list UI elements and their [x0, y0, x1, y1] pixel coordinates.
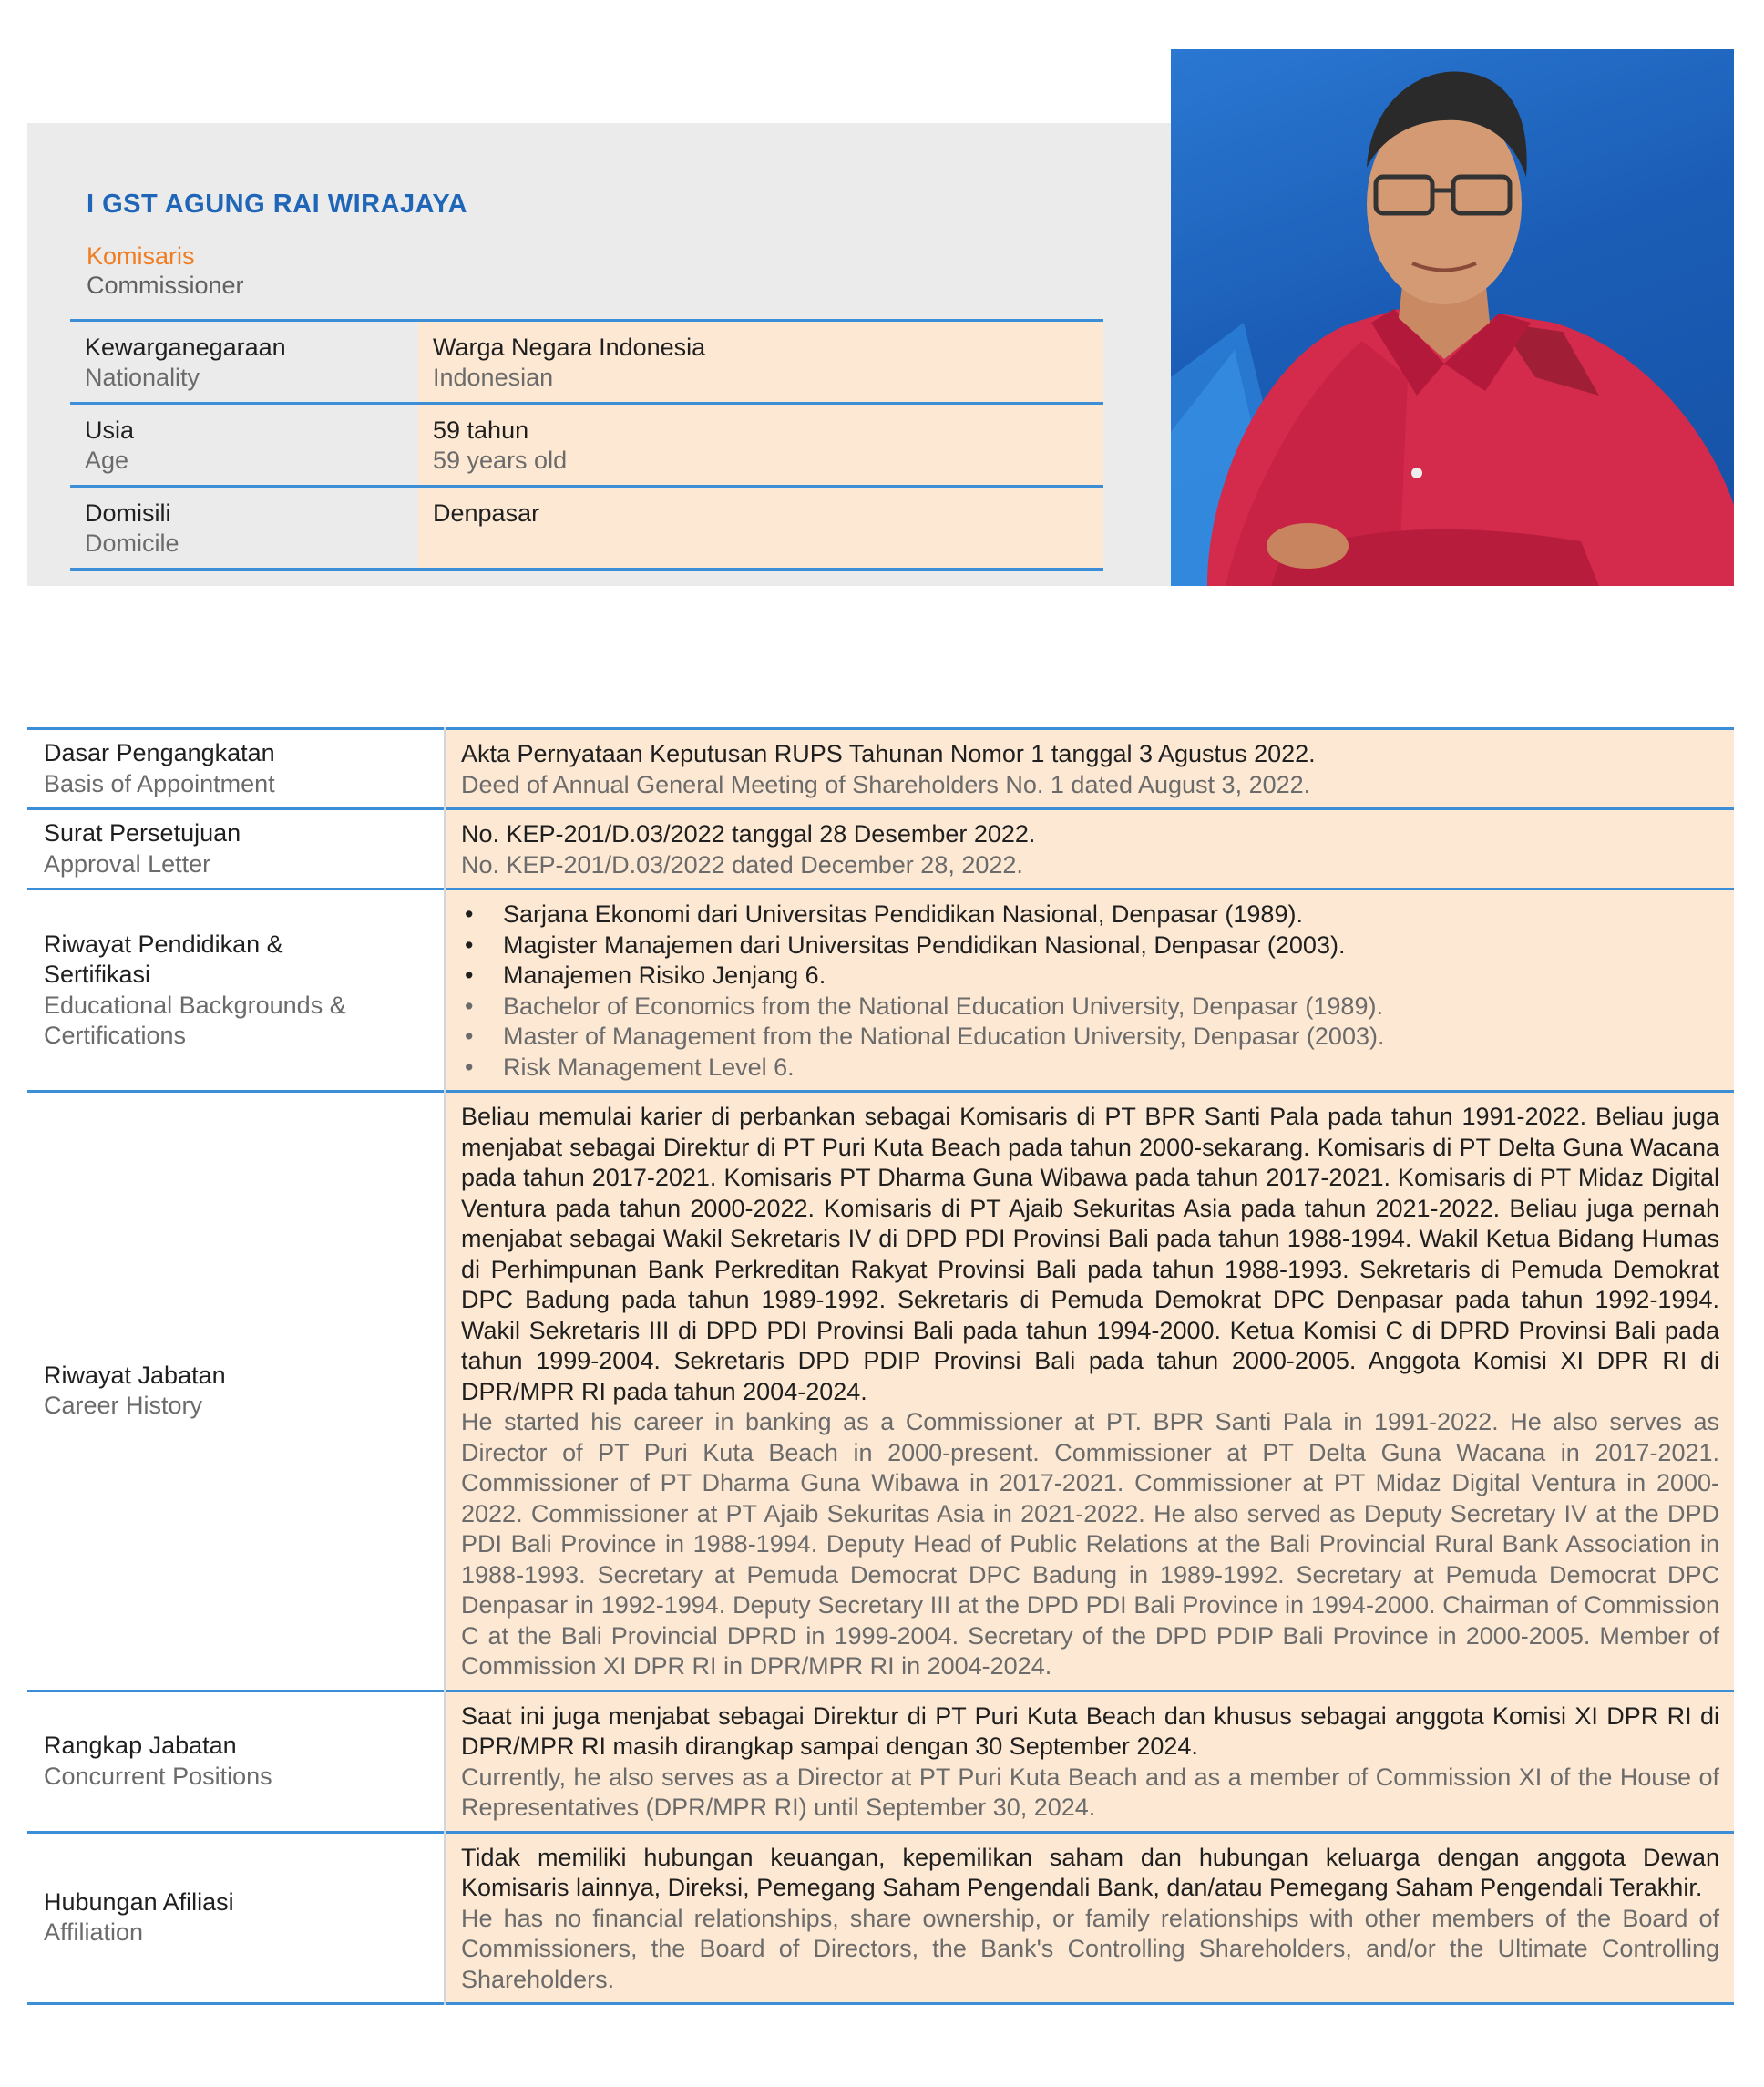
details-table [27, 727, 1734, 2005]
row-concurrent-positions [27, 1691, 1734, 1832]
value-en: Indonesian [433, 364, 554, 391]
label-id: Kewarganegaraan [85, 334, 286, 361]
row-label-cell [27, 1832, 446, 2004]
value-id: Beliau memulai karier di perbankan sebagai Komisaris di PT BPR Santi Pala pada tahun 1991-2022. Beliau juga menjabat sebagai Direktur di PT Puri Kuta Beach pada tahun 2000-sekarang. Komisaris di PT Delta Guna Wacana pada tahun 2017-2021. Komisaris PT Dharma Guna Wibawa pada tahun 2017-2021. Komisaris di PT Midaz Digital Ventura pada tahun 2000-2022. Komisaris di PT Ajaib Sekuritas Asia pada tahun 2021-2022. Beliau juga pernah menjabat sebagai Wakil Sekretaris IV di DPD PDI Provinsi Bali pada tahun 1988-1994. Wakil Ketua Bidang Humas di Perhimpunan Bank Perkreditan Rakyat Provinsi Bali pada tahun 1988-1993. Sekretaris di Pemuda Demokrat DPC Badung pada tahun 1989-1992. Sekretaris di Pemuda Demokrat DPC Denpasar pada tahun 1992-1994. Wakil Sekretaris III di DPD PDI Provinsi Bali pada tahun 1994-2000. Ketua Komisi C di DPRD Provinsi Bali pada tahun 1999-2004. Sekretaris DPD PDIP Provinsi Bali pada tahun 2000-2005. Anggota Komisi XI DPR RI di DPR/MPR RI pada tahun 2004-2024. [461, 1103, 1719, 1405]
value-id: 59 tahun [433, 416, 529, 444]
label-en: Affiliation [44, 1918, 144, 1947]
value-en: He started his career in banking as a Commissioner at PT. BPR Santi Pala in 1991-2022. He also serves as Director of PT Puri Kuta Beach in 2000-present. Commissioner at PT Delta Guna Wacana in 2017-2021. Commissioner of PT Dharma Guna Wibawa in 2017-2021. Commissioner at PT Midaz Digital Ventura in 2000-2022. Commissioner at PT Ajaib Sekuritas Asia in 2021-2022. He also served as Deputy Secretary IV at the DPD PDI Bali Province in 1988-1994. Deputy Head of Public Relations at the Bali Provincial Rural Bank Association in 1988-1993. Secretary at Pemuda Democrat DPC Badung in 1989-1992. Secretary at Pemuda Democrat DPC Denpasar in 1992-1994. Deputy Secretary III at the DPD PDI Bali Province in 1994-2000. Chairman of Commission C at the Bali Provincial DPRD in 1999-2004. Secretary of the DPD PDIP Bali Province in 2000-2005. Member of Commission XI DPR RI in DPR/MPR RI in 2004-2024. [461, 1408, 1719, 1680]
label-id: Riwayat Jabatan [44, 1361, 226, 1389]
row-label-cell [27, 729, 446, 809]
value-id: Akta Pernyataan Keputusan RUPS Tahunan Nomor 1 tanggal 3 Agustus 2022. [461, 740, 1316, 767]
label-en: Domicile [85, 529, 179, 557]
value-en: Deed of Annual General Meeting of Shareholders No. 1 dated August 3, 2022. [461, 770, 1311, 798]
list-item: • Risk Management Level 6. [461, 1053, 1719, 1084]
row-career-history [27, 1092, 1734, 1691]
education-list [461, 900, 1719, 1083]
value-en: No. KEP-201/D.03/2022 dated December 28, 2022. [461, 850, 1023, 879]
info-row-nationality [70, 321, 1103, 404]
list-item: • Master of Management from the National Education University, Denpasar (2003). [461, 1022, 1719, 1053]
list-item: • Sarjana Ekonomi dari Universitas Pendidikan Nasional, Denpasar (1989). [461, 900, 1719, 930]
info-value-cell [418, 404, 1103, 487]
row-value-cell [446, 1832, 1735, 2004]
row-affiliation [27, 1832, 1734, 2004]
value-en [433, 529, 1089, 559]
position-title-id: Komisaris [87, 242, 195, 270]
info-label-cell [70, 404, 418, 487]
value-en: He has no financial relationships, share ownership, or family relationships with other members of the Board of Commissioners, the Board of Directors, the Bank's Controlling Shareholders, and/or the Ultimate Controlling Shareholders. [461, 1904, 1719, 1993]
label-id: Hubungan Afiliasi [44, 1887, 234, 1916]
row-label-cell [27, 809, 446, 889]
personal-info-table [70, 319, 1103, 571]
label-id: Dasar Pengangkatan [44, 739, 275, 766]
label-en: Approval Letter [44, 849, 211, 878]
label-id: Riwayat Pendidikan & [44, 930, 283, 958]
row-label-cell [27, 889, 446, 1092]
label-en: Age [85, 447, 129, 474]
value-id: Saat ini juga menjabat sebagai Direktur di PT Puri Kuta Beach dan khusus sebagai anggota Komisi XI DPR RI di DPR/MPR RI masih dirangkap sampai dengan 30 September 2024. [461, 1701, 1719, 1760]
value-en: 59 years old [433, 447, 568, 474]
row-basis-of-appointment [27, 729, 1734, 809]
list-item: • Manajemen Risiko Jenjang 6. [461, 961, 1719, 992]
row-value-cell [446, 889, 1735, 1092]
label-en: Basis of Appointment [44, 769, 275, 797]
row-education [27, 889, 1734, 1092]
list-item: • Bachelor of Economics from the National Education University, Denpasar (1989). [461, 992, 1719, 1023]
label-en: Nationality [85, 364, 200, 391]
position-title-en: Commissioner [87, 272, 244, 299]
row-approval-letter [27, 809, 1734, 889]
row-label-cell [27, 1691, 446, 1832]
row-value-cell [446, 1092, 1735, 1691]
row-value-cell [446, 729, 1735, 809]
info-value-cell [418, 487, 1103, 570]
info-label-cell [70, 321, 418, 404]
commissioner-photo [1171, 49, 1734, 586]
label-en: Certifications [44, 1022, 187, 1049]
label-en: Concurrent Positions [44, 1762, 272, 1790]
row-value-cell [446, 1691, 1735, 1832]
value-id: Denpasar [433, 499, 540, 527]
label-en: Career History [44, 1392, 203, 1420]
label-en: Educational Backgrounds & [44, 991, 346, 1019]
label-id: Rangkap Jabatan [44, 1732, 237, 1759]
label-id: Domisili [85, 499, 171, 527]
label-id: Usia [85, 416, 135, 444]
row-value-cell [446, 809, 1735, 889]
person-name: I GST AGUNG RAI WIRAJAYA [87, 190, 468, 219]
label-id: Surat Persetujuan [44, 819, 241, 847]
info-label-cell [70, 487, 418, 570]
list-item: • Magister Manajemen dari Universitas Pendidikan Nasional, Denpasar (2003). [461, 930, 1719, 961]
row-label-cell [27, 1092, 446, 1691]
value-en: Currently, he also serves as a Director at PT Puri Kuta Beach and as a member of Commission XI of the House of Representatives (DPR/MPR RI) until September 30, 2024. [461, 1763, 1719, 1821]
info-row-age [70, 404, 1103, 487]
info-row-domicile [70, 487, 1103, 570]
value-id: No. KEP-201/D.03/2022 tanggal 28 Desember 2022. [461, 820, 1036, 848]
value-id: Warga Negara Indonesia [433, 334, 706, 361]
label-id: Sertifikasi [44, 961, 151, 988]
info-value-cell [418, 321, 1103, 404]
value-id: Tidak memiliki hubungan keuangan, kepemilikan saham dan hubungan keluarga dengan anggota Dewan Komisaris lainnya, Direksi, Pemegang Saham Pengendali Bank, dan/atau Pemegang Saham Pengendali Terakhir. [461, 1843, 1719, 1901]
